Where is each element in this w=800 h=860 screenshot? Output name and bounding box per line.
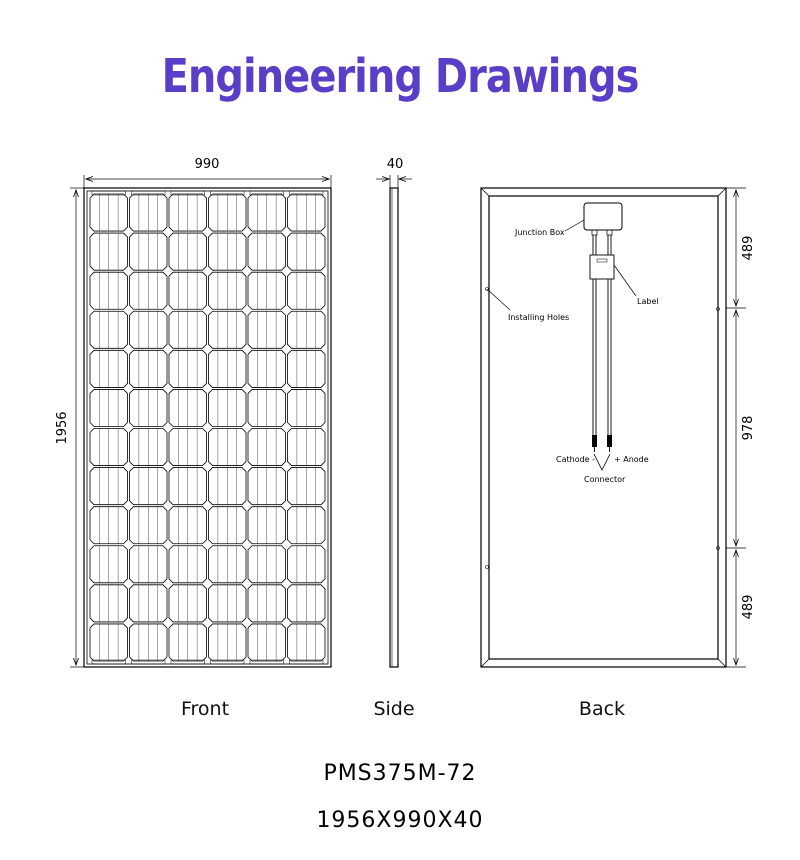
back-top-dimension: 489 <box>741 235 756 261</box>
panel-size: 1956X990X40 <box>316 808 484 833</box>
junction-box <box>584 203 622 230</box>
page-title: Engineering Drawings <box>161 50 639 104</box>
model-number: PMS375M-72 <box>323 761 477 786</box>
back-view <box>481 188 756 667</box>
front-width-dimension: 990 <box>194 157 220 172</box>
cell-grid <box>90 191 325 664</box>
junction-box-annotation: Junction Box <box>515 228 565 237</box>
front-view <box>55 157 331 667</box>
cathode-annotation: Cathode - <box>556 455 596 464</box>
label-annotation: Label <box>637 297 659 306</box>
side-view <box>376 157 412 667</box>
anode-annotation: + Anode <box>614 455 649 464</box>
front-frame <box>84 188 331 667</box>
side-profile <box>390 188 398 667</box>
installing-hole-markers <box>486 288 720 569</box>
side-thickness-dimension: 40 <box>386 157 404 172</box>
installing-holes-annotation: Installing Holes <box>508 313 570 322</box>
side-view-label: Side <box>373 698 415 720</box>
back-view-label: Back <box>578 698 626 720</box>
front-height-dimension: 1956 <box>55 411 70 445</box>
label-plate <box>590 255 614 279</box>
back-middle-dimension: 978 <box>741 415 756 441</box>
connector-annotation: Connector <box>584 475 626 484</box>
front-view-label: Front <box>180 698 230 720</box>
back-bottom-dimension: 489 <box>741 594 756 620</box>
